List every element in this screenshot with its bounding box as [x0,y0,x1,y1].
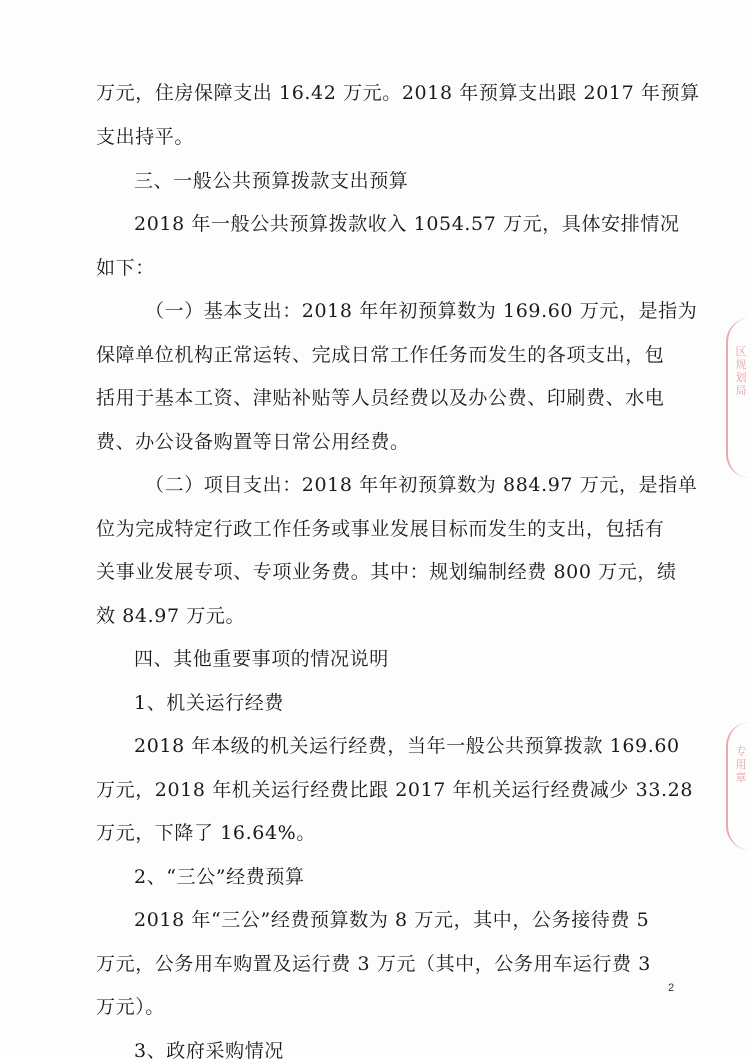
subsection-heading: 1、机关运行经费 [134,692,284,714]
text-line: 万元，住房保障支出 16.42 万元。2018 年预算支出跟 2017 年预算 [96,82,700,104]
text-line: （二）项目支出：2018 年年初预算数为 884.97 万元，是指单 [145,474,698,496]
text-line: （一）基本支出：2018 年年初预算数为 169.60 万元，是指为 [145,300,698,322]
stamp-edge-top [726,318,750,478]
text-line: 括用于基本工资、津贴补贴等人员经费以及办公费、印刷费、水电 [96,387,665,409]
text-line: 2018 年一般公共预算拨款收入 1054.57 万元，具体安排情况 [134,213,680,235]
text-line: 支出持平。 [96,126,195,148]
stamp-edge-bottom [726,722,750,850]
text-line: 2018 年本级的机关运行经费，当年一般公共预算拨款 169.60 [134,735,680,757]
subsection-heading: 2、“三公”经费预算 [134,866,305,888]
stamp-lettering-bottom: 专 用 章 [735,745,747,784]
text-line: 2018 年“三公”经费预算数为 8 万元，其中，公务接待费 5 [134,909,650,931]
stamp-lettering-top: 区 规 划 局 [735,345,747,397]
text-line: 保障单位机构正常运转、完成日常工作任务而发生的各项支出，包 [96,344,665,366]
subsection-heading: 3、政府采购情况 [134,1040,284,1062]
section-heading: 三、一般公共预算拨款支出预算 [134,170,409,192]
text-line: 万元，公务用车购置及运行费 3 万元（其中，公务用车运行费 3 [96,953,651,975]
text-line: 万元，下降了 16.64%。 [96,822,316,844]
text-line: 万元）。 [96,996,165,1018]
page-number: 2 [668,982,675,994]
text-line: 费、办公设备购置等日常公用经费。 [96,431,410,453]
text-line: 关事业发展专项、专项业务费。其中：规划编制经费 800 万元，绩 [96,561,677,583]
section-heading: 四、其他重要事项的情况说明 [134,648,389,670]
text-line: 位为完成特定行政工作任务或事业发展目标而发生的支出，包括有 [96,518,665,540]
text-line: 效 84.97 万元。 [96,605,246,627]
text-line: 万元，2018 年机关运行经费比跟 2017 年机关运行经费减少 33.28 [96,779,694,801]
text-line: 如下： [96,257,155,279]
